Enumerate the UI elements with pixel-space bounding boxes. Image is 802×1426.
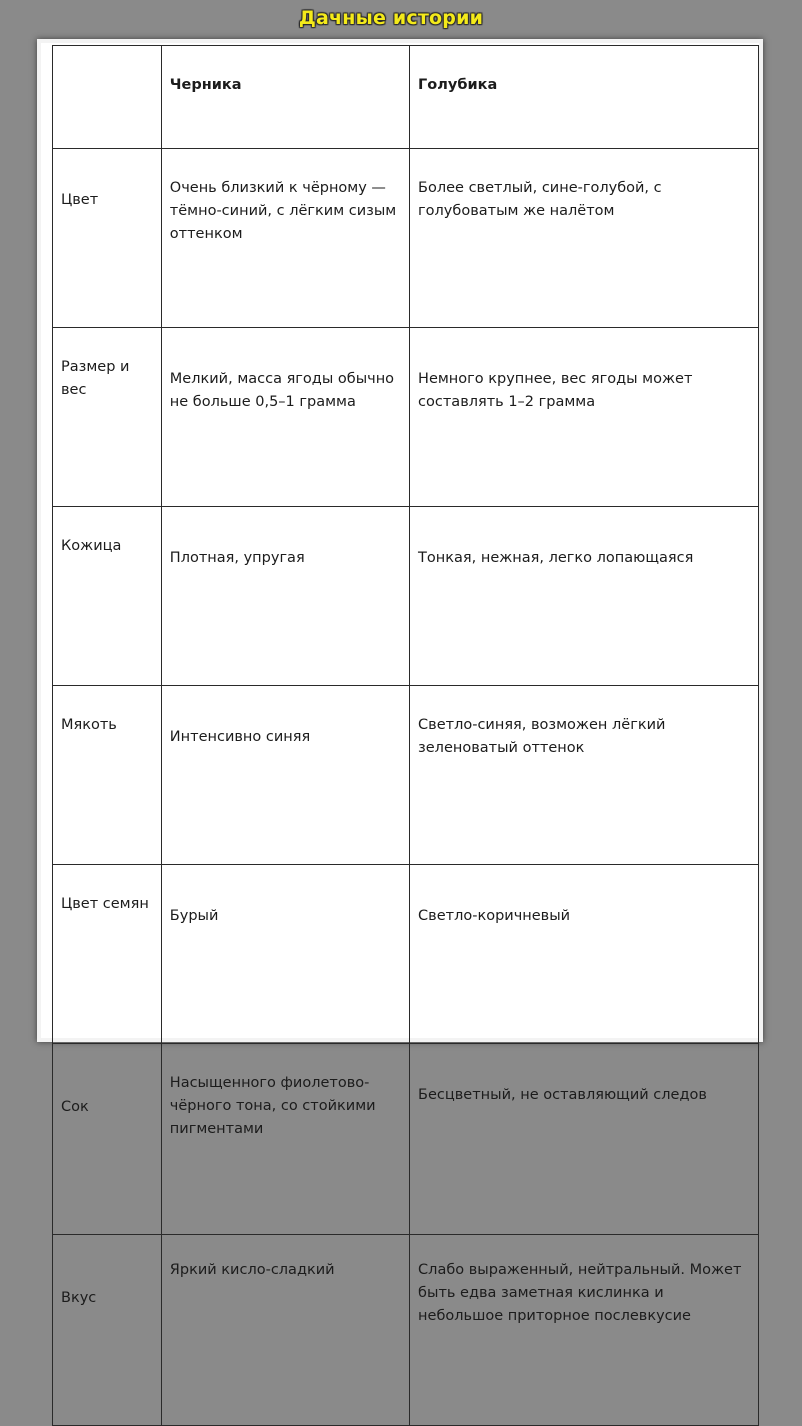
table-row	[53, 1235, 759, 1426]
header-cell-highbush: Голубика	[410, 46, 759, 149]
highbush-cell: Слабо выраженный, нейтральный. Может быть едва заметная кислинка и небольшое приторное послевкусие	[410, 1235, 759, 1426]
comparison-table	[52, 45, 759, 1426]
highbush-cell: Немного крупнее, вес ягоды может составлять 1–2 грамма	[410, 328, 759, 507]
row-label: Вкус	[53, 1235, 162, 1426]
row-label: Цвет семян	[53, 865, 162, 1044]
highbush-cell: Более светлый, сине-голубой, с голубоватым же налётом	[410, 149, 759, 328]
blueberry-cell: Насыщенного фиолетово-чёрного тона, со стойкими пигментами	[161, 1044, 409, 1235]
blueberry-cell: Бурый	[161, 865, 409, 1044]
table-header-row	[53, 46, 759, 149]
table-row	[53, 686, 759, 865]
table-row	[53, 1044, 759, 1235]
table-row	[53, 149, 759, 328]
blueberry-cell: Очень близкий к чёрному — тёмно-синий, с лёгким сизым оттенком	[161, 149, 409, 328]
site-title: Дачные истории	[298, 7, 484, 29]
blueberry-cell: Яркий кисло-сладкий	[161, 1235, 409, 1426]
row-label: Размер и вес	[53, 328, 162, 507]
highbush-cell: Светло-коричневый	[410, 865, 759, 1044]
highbush-cell: Тонкая, нежная, легко лопающаяся	[410, 507, 759, 686]
header-cell-empty	[53, 46, 162, 149]
row-label: Мякоть	[53, 686, 162, 865]
row-label: Кожица	[53, 507, 162, 686]
blueberry-cell: Мелкий, масса ягоды обычно не больше 0,5–1 грамма	[161, 328, 409, 507]
header-cell-blueberry: Черника	[161, 46, 409, 149]
blueberry-cell: Интенсивно синяя	[161, 686, 409, 865]
table-row	[53, 507, 759, 686]
blueberry-cell: Плотная, упругая	[161, 507, 409, 686]
row-label: Цвет	[53, 149, 162, 328]
document-sheet	[41, 43, 759, 1324]
table-row	[53, 328, 759, 507]
row-label: Сок	[53, 1044, 162, 1235]
highbush-cell: Светло-синяя, возможен лёгкий зеленоватый оттенок	[410, 686, 759, 865]
highbush-cell: Бесцветный, не оставляющий следов	[410, 1044, 759, 1235]
table-row	[53, 865, 759, 1044]
